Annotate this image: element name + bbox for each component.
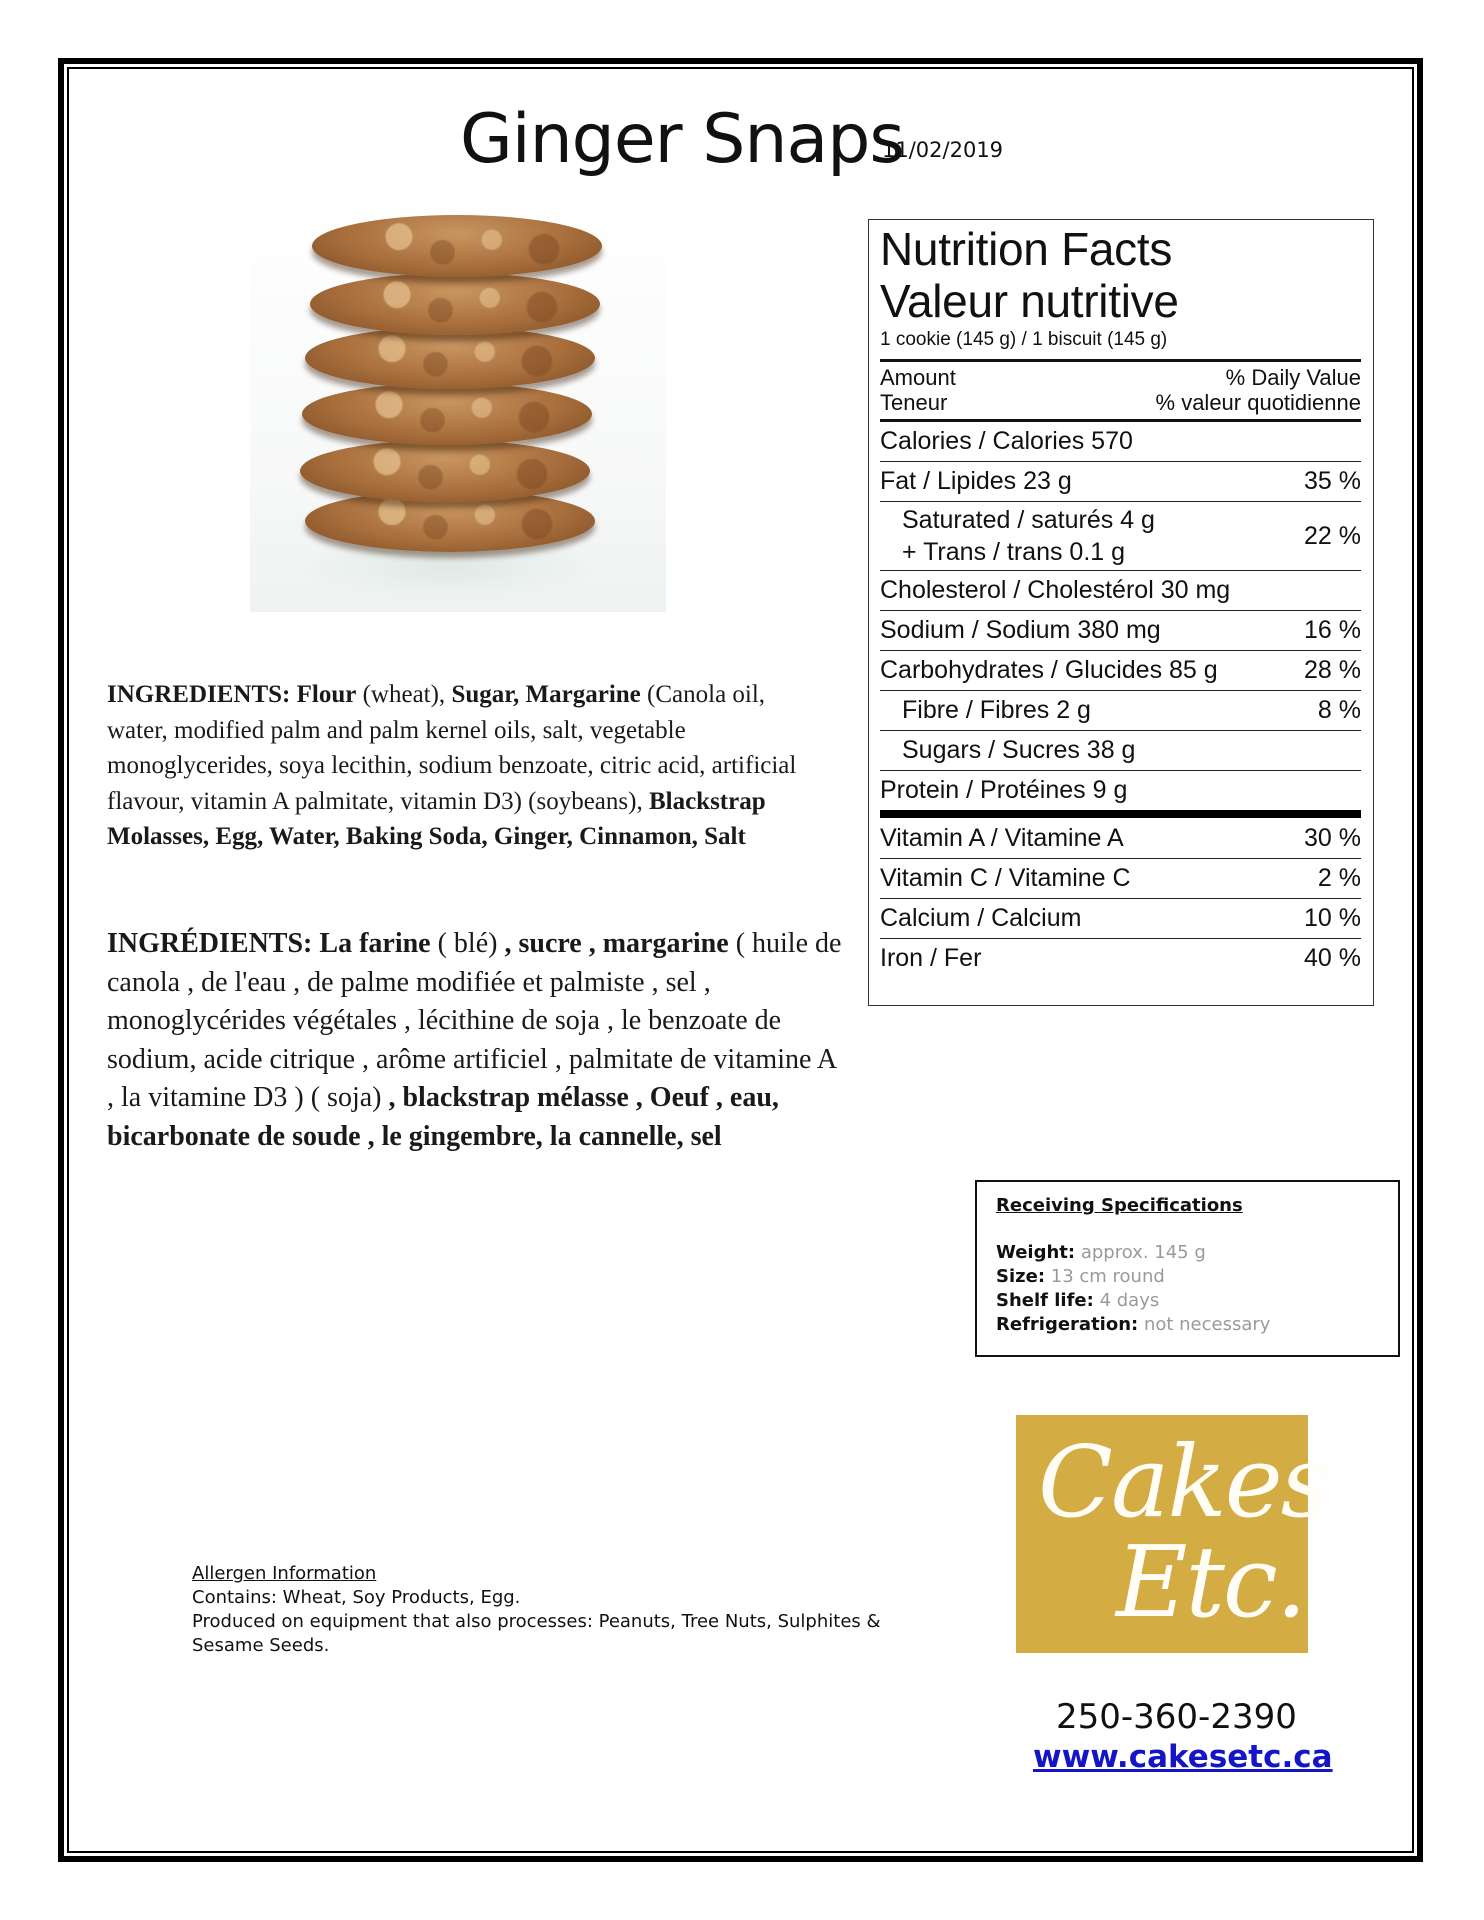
spec-weight-label: Weight: (996, 1242, 1076, 1263)
nutrition-facts-table (868, 219, 1374, 1006)
sodium-label: Sodium / Sodium 380 mg (880, 616, 1161, 644)
daily-value-en: % Daily Value (1225, 365, 1361, 390)
saturated-label: Saturated / saturés 4 g (902, 506, 1155, 534)
spec-shelf-value: 4 days (1099, 1290, 1160, 1311)
cookie-5 (300, 440, 590, 502)
vitamin-c-dv: 2 % (1317, 864, 1361, 892)
cholesterol-label: Cholesterol / Cholestérol 30 mg (880, 576, 1231, 604)
vitamin-a-dv: 30 % (1304, 823, 1361, 852)
ingredient-text: (wheat), (356, 681, 452, 708)
calcium-dv: 10 % (1304, 904, 1361, 932)
cookie-1 (312, 215, 602, 277)
nutrition-title-fr: Valeur nutritive (880, 275, 1179, 327)
ingredient-rest-fr: , blackstrap mélasse , Oeuf , eau, bicarbonate de soude , le gingembre, la cannelle, sel (107, 1082, 779, 1152)
spec-weight-value: approx. 145 g (1080, 1242, 1206, 1263)
iron-dv: 40 % (1304, 944, 1361, 972)
amount-fr: Teneur (880, 390, 948, 415)
daily-value-fr: % valeur quotidienne (1155, 390, 1361, 415)
product-date: 11/02/2019 (882, 138, 1004, 162)
ingredient-flour: Flour (296, 681, 357, 708)
cookie-stack-image (250, 195, 666, 612)
serving-size: 1 cookie (145 g) / 1 biscuit (145 g) (880, 329, 1168, 350)
fibre-dv: 8 % (1317, 696, 1361, 724)
ingredient-farine: La farine (312, 928, 431, 959)
nutrient-row-cholesterol (880, 570, 1361, 610)
sodium-dv: 16 % (1304, 616, 1361, 644)
ingredient-sucre-margarine: , sucre , margarine (504, 928, 729, 959)
nutrition-title-en: Nutrition Facts (880, 223, 1173, 275)
ingredients-french (107, 925, 847, 1156)
cookie-4 (302, 383, 592, 445)
receiving-specifications-box (975, 1180, 1400, 1357)
spec-size-label: Size: (996, 1266, 1046, 1287)
nutrient-row-sugars (880, 730, 1361, 770)
phone-number: 250-360-2390 (1056, 1697, 1297, 1737)
sugars-label: Sugars / Sucres 38 g (902, 736, 1136, 764)
ingredients-english (107, 677, 827, 855)
allergen-contains: Contains: Wheat, Soy Products, Egg. (192, 1587, 521, 1608)
vitamin-a-label: Vitamin A / Vitamine A (880, 823, 1124, 852)
spec-refrigeration (996, 1313, 1398, 1337)
protein-label: Protein / Protéines 9 g (880, 776, 1128, 804)
ingredients-label-fr: INGRÉDIENTS: (107, 928, 313, 959)
fibre-label: Fibre / Fibres 2 g (902, 696, 1091, 724)
specs-heading: Receiving Specifications (996, 1195, 1243, 1216)
ingredient-text: (Canola oil, water, modified palm and palm kernel oils, salt, vegetable monoglycerides, soya lecithin, sodium benzoate, citric acid, artificial flavour, vitamin A palmitate, vitamin D3) (soybeans), (107, 681, 797, 815)
spec-shelf-label: Shelf life: (996, 1290, 1094, 1311)
ingredient-sugar-margarine: Sugar, Margarine (451, 681, 641, 708)
spec-refrig-value: not necessary (1143, 1314, 1271, 1335)
nutrient-row-saturated-trans (880, 501, 1361, 570)
nutrient-row-vitamin-c (880, 858, 1361, 898)
logo-line-2: Etc. (1116, 1526, 1305, 1640)
spec-size-value: 13 cm round (1050, 1266, 1165, 1287)
nutrient-row-fibre (880, 690, 1361, 730)
product-title: Ginger Snaps (460, 100, 904, 179)
nutrient-row-sodium (880, 610, 1361, 650)
ingredient-rest: Blackstrap Molasses, Egg, Water, Baking Soda, Ginger, Cinnamon, Salt (107, 787, 766, 850)
carbs-label: Carbohydrates / Glucides 85 g (880, 656, 1218, 684)
fat-dv: 35 % (1304, 467, 1361, 495)
nutrient-row-iron (880, 938, 1361, 978)
ingredient-text-fr: ( blé) (430, 928, 505, 959)
cookie-3 (305, 327, 595, 389)
nutrition-header-row (880, 362, 1361, 419)
amount-en: Amount (880, 365, 956, 390)
website-link[interactable]: www.cakesetc.ca (1033, 1739, 1333, 1775)
trans-label: + Trans / trans 0.1 g (902, 538, 1126, 566)
spec-size (996, 1265, 1398, 1289)
logo-line-1: Cakes (1038, 1426, 1330, 1540)
vitamin-c-label: Vitamin C / Vitamine C (880, 864, 1131, 892)
carbs-dv: 28 % (1304, 656, 1361, 684)
nutrient-row-fat (880, 461, 1361, 501)
cookie-2 (310, 273, 600, 335)
allergen-heading: Allergen Information (192, 1563, 377, 1584)
iron-label: Iron / Fer (880, 944, 982, 972)
ingredients-label: INGREDIENTS: (107, 681, 291, 708)
nutrient-row-vitamin-a (880, 810, 1361, 858)
cakes-etc-logo (1016, 1415, 1330, 1653)
calories-label: Calories / Calories 570 (880, 427, 1133, 455)
nutrient-row-calcium (880, 898, 1361, 938)
nutrient-row-calories (880, 419, 1361, 461)
ingredient-text-fr: ( huile de canola , de l'eau , de palme modifiée et palmiste , sel , monoglycérides végétales , lécithine de soja , le benzoate de sodium, acide citrique , arôme artificiel , palmitate de vitamine A , la vitamine D3 ) ( soja) (107, 928, 842, 1113)
spec-shelf-life (996, 1289, 1398, 1313)
allergen-equipment: Produced on equipment that also processes: Peanuts, Tree Nuts, Sulphites & Sesame Seeds. (192, 1611, 881, 1656)
calcium-label: Calcium / Calcium (880, 904, 1082, 932)
nutrient-row-carbohydrates (880, 650, 1361, 690)
saturated-dv: 22 % (1304, 522, 1361, 550)
fat-label: Fat / Lipides 23 g (880, 467, 1072, 495)
spec-weight (996, 1241, 1398, 1265)
allergen-information (192, 1562, 952, 1658)
nutrient-row-protein (880, 770, 1361, 810)
spec-refrig-label: Refrigeration: (996, 1314, 1139, 1335)
